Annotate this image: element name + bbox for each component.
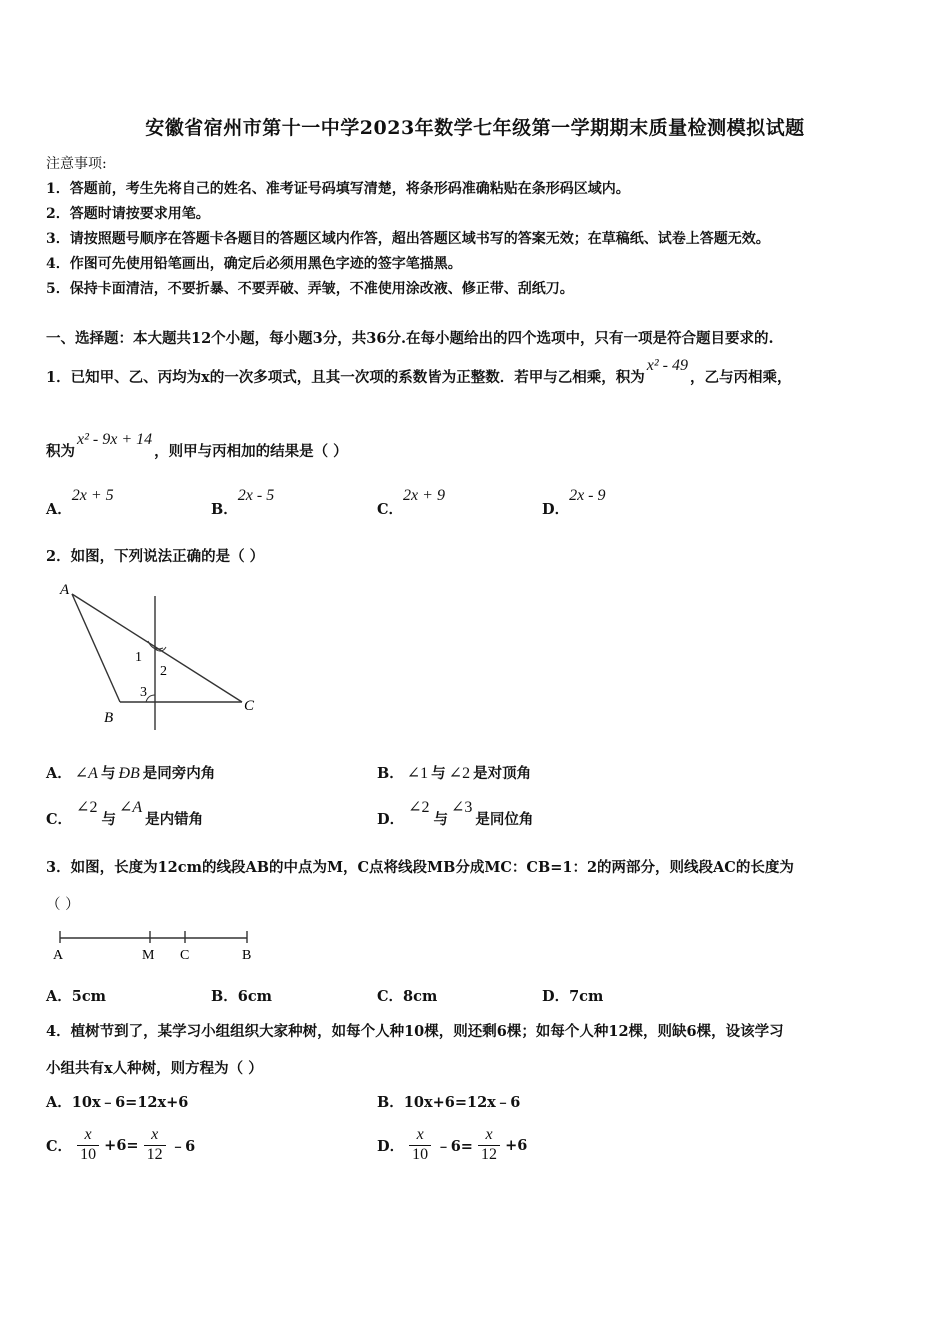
segment-figure (48, 926, 263, 966)
q3-option-a[interactable]: A．5cm (46, 988, 107, 1005)
label-b: B (104, 710, 114, 726)
fraction: $\frac{x}{10}$ (77, 1127, 99, 1164)
q1-option-d[interactable]: D．2x - 9 (542, 487, 606, 518)
triangle-figure (50, 578, 270, 733)
notes-heading: 注意事项: (46, 156, 107, 172)
q1-product-1: x² - 49 (646, 357, 688, 374)
question-4-line-1: 4．植树节到了，某学习小组组织大家种树，如每个人种10棵，则还剩6棵；如每个人种12棵，则缺6棵，设该学习 (46, 1023, 784, 1040)
q2-option-d[interactable]: D．∠2与∠3是同位角 (377, 799, 534, 828)
q2-option-a[interactable]: A． ∠A 与 ÐB 是同旁内角 (46, 765, 216, 782)
question-3-paren: （ ） (46, 897, 80, 913)
label-angle-2: 2 (160, 664, 167, 679)
page-title: 安徽省宿州市第十一中学2023年数学七年级第一学期期末质量检测模拟试题 (145, 117, 805, 139)
point-label-c: C (180, 948, 190, 963)
q3-option-b[interactable]: B．6cm (211, 988, 273, 1005)
question-4-line-2: 小组共有x人种树，则方程为（ ） (46, 1060, 263, 1077)
question-1-line-2: 积为x² - 9x + 14，则甲与丙相加的结果是（ ） (46, 431, 348, 460)
question-1-line-1: 1．已知甲、乙、丙均为x的一次多项式，且其一次项的系数皆为正整数．若甲与乙相乘，积为x² - 49，乙与丙相乘， (46, 357, 792, 386)
label-angle-1: 1 (135, 650, 142, 665)
q2-option-c[interactable]: C．∠2与∠A是内错角 (46, 799, 204, 828)
angle-3-arc (146, 695, 155, 702)
q1-option-b[interactable]: B．2x - 5 (211, 487, 275, 518)
q4-option-d[interactable]: D． $\frac{x}{10}$ ﹣6= $\frac{x}{12}$ +6 (377, 1126, 528, 1163)
q1-product-2: x² - 9x + 14 (77, 431, 153, 448)
fraction: $\frac{x}{10}$ (409, 1127, 431, 1164)
note-item: 3．请按照题号顺序在答题卡各题目的答题区域内作答，超出答题区域书写的答案无效；在草稿纸、试卷上答题无效。 (46, 231, 770, 247)
q1-option-a[interactable]: A．2x + 5 (46, 487, 114, 518)
q4-option-b[interactable]: B．10x+6=12x﹣6 (377, 1094, 521, 1111)
q4-option-a[interactable]: A．10x﹣6=12x+6 (46, 1094, 189, 1111)
q3-option-d[interactable]: D．7cm (542, 988, 604, 1005)
point-label-m: M (142, 948, 155, 963)
point-label-a: A (53, 948, 64, 963)
label-a: A (60, 582, 70, 598)
point-label-b: B (242, 948, 252, 963)
fraction: $\frac{x}{12}$ (478, 1127, 500, 1164)
note-item: 4．作图可先使用铅笔画出，确定后必须用黑色字迹的签字笔描黑。 (46, 256, 462, 272)
q4-option-c[interactable]: C． $\frac{x}{10}$ +6= $\frac{x}{12}$ ﹣6 (46, 1126, 196, 1163)
fraction: $\frac{x}{12}$ (144, 1127, 166, 1164)
note-item: 2．答题时请按要求用笔。 (46, 206, 210, 222)
segment-ac (72, 594, 242, 702)
section-heading: 一、选择题：本大题共12个小题，每小题3分，共36分.在每小题给出的四个选项中，只有一项是符合题目要求的. (46, 330, 774, 347)
question-3-stem: 3．如图，长度为12cm的线段AB的中点为M，C点将线段MB分成MC：CB=1：2的两部分，则线段AC的长度为 (46, 859, 794, 876)
segment-ab (72, 594, 120, 702)
q1-option-c[interactable]: C．2x + 9 (377, 487, 445, 518)
note-item: 5．保持卡面清洁，不要折暴、不要弄破、弄皱，不准使用涂改液、修正带、刮纸刀。 (46, 281, 574, 297)
q2-option-b[interactable]: B． ∠1 与 ∠2 是对顶角 (377, 765, 532, 782)
q3-option-c[interactable]: C．8cm (377, 988, 438, 1005)
label-angle-3: 3 (140, 685, 147, 700)
note-item: 1．答题前，考生先将自己的姓名、准考证号码填写清楚，将条形码准确粘贴在条形码区域内。 (46, 181, 630, 197)
label-c: C (244, 698, 255, 714)
question-2-stem: 2．如图，下列说法正确的是（ ） (46, 548, 265, 565)
